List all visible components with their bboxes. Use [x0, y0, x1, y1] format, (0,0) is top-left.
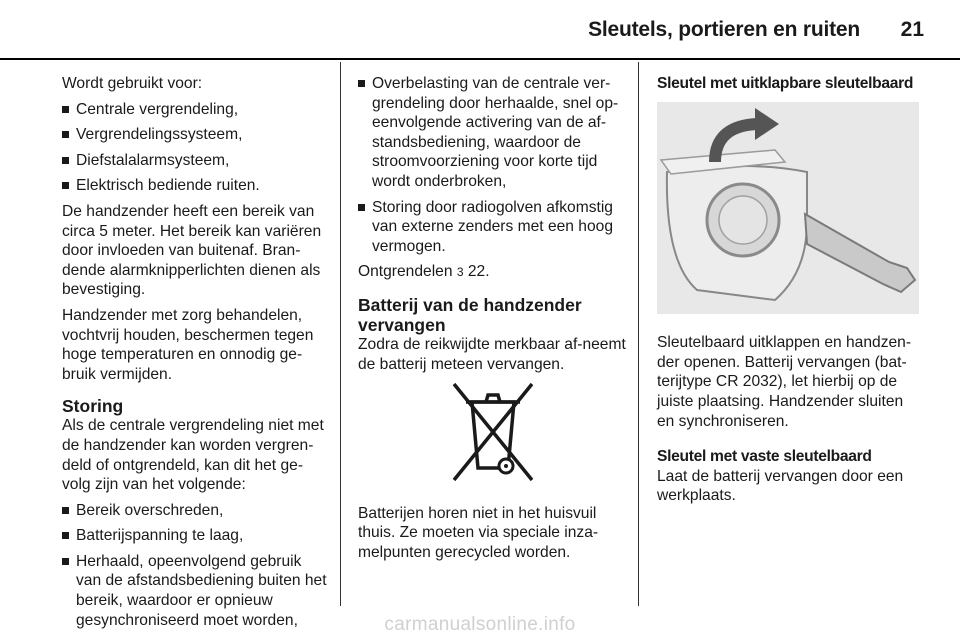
list-item: Storing door radiogolven afkomstig van externe zenders met een hoog vermogen. [358, 198, 628, 257]
crossed-out-wheelie-bin-icon [448, 380, 538, 484]
foldout-key-illustration [657, 102, 919, 314]
battery-intro-paragraph: Zodra de reikwijdte merkbaar af-neemt de batterij meteen vervangen. [358, 335, 626, 373]
list-item: Herhaald, opeenvolgend gebruik van de afstandsbediening buiten het bereik, waardoor er opnieuw gesynchroniseerd moet worden, [62, 552, 330, 630]
fixed-key-paragraph: Laat de batterij vervangen door een werkplaats. [657, 467, 904, 505]
column-divider-right [638, 62, 639, 606]
foldout-key-paragraph: Sleutelbaard uitklappen en handzen-der openen. Batterij vervangen (bat-terijtype CR 2032), let hierbij op de juiste plaatsing. Handzender sluiten en synchroniseren. [657, 334, 912, 430]
list-item: Overbelasting van de centrale ver-grendeling door herhaalde, snel op-eenvolgende activering van de af-standsbediening, waardoor de stroomvoorziening voor korte tijd wordt onderbroken, [358, 74, 628, 192]
uses-list [62, 100, 330, 196]
bullet-square-icon [358, 204, 365, 211]
bullet-square-icon [62, 507, 69, 514]
column-3 [657, 74, 923, 512]
unlock-reference[interactable]: Ontgrendelen 3 22. [358, 263, 490, 281]
recycle-figure [358, 380, 628, 490]
list-item: Centrale vergrendeling, [62, 100, 330, 120]
column-2 [358, 74, 628, 569]
running-header-title: Sleutels, portieren en ruiten [588, 18, 860, 41]
bullet-square-icon [62, 558, 69, 565]
uses-intro: Wordt gebruikt voor: [62, 75, 203, 92]
bullet-square-icon [358, 80, 365, 87]
page-number: 21 [900, 18, 924, 41]
header-rule [0, 58, 960, 60]
list-item: Elektrisch bediende ruiten. [62, 176, 330, 196]
causes-list-continued [358, 74, 628, 256]
list-item: Bereik overschreden, [62, 501, 330, 521]
recycle-paragraph: Batterijen horen niet in het huisvuil thuis. Ze moeten via speciale inza-melpunten gerecycled worden. [358, 504, 599, 561]
watermark: carmanualsonline.info [384, 614, 576, 635]
storing-paragraph: Als de centrale vergrendeling niet met de handzender kan worden vergren-deld of ontgrendeld, kan dit het ge-volg zijn van het volgende: [62, 417, 324, 494]
page-reference-arrow-icon: 3 [456, 265, 464, 280]
range-paragraph: De handzender heeft een bereik van circa 5 meter. Het bereik kan variëren door invloeden van buitenaf. Bran-dende alarmknipperlichten dienen als bevestiging. [62, 202, 322, 299]
battery-heading: Batterij van de handzender vervangen [358, 294, 582, 335]
bullet-square-icon [62, 532, 69, 539]
list-item: Batterijspanning te laag, [62, 526, 330, 546]
care-paragraph: Handzender met zorg behandelen, vochtvrij houden, beschermen tegen hoge temperaturen en onnodig ge-bruik vermijden. [62, 306, 314, 383]
column-divider-left [340, 62, 341, 606]
list-item: Diefstalalarmsysteem, [62, 151, 330, 171]
bullet-square-icon [62, 157, 69, 164]
column-1 [62, 74, 330, 636]
bullet-square-icon [62, 106, 69, 113]
bullet-square-icon [62, 131, 69, 138]
page-reference-number: 22. [467, 263, 490, 281]
storing-heading: Storing [62, 396, 124, 417]
list-item: Vergrendelingssysteem, [62, 125, 330, 145]
bullet-square-icon [62, 182, 69, 189]
fixed-key-heading: Sleutel met vaste sleutelbaard [657, 448, 872, 466]
key-battery-figure [657, 102, 923, 320]
causes-list [62, 501, 330, 631]
foldout-key-heading: Sleutel met uitklapbare sleutelbaard [657, 75, 914, 92]
